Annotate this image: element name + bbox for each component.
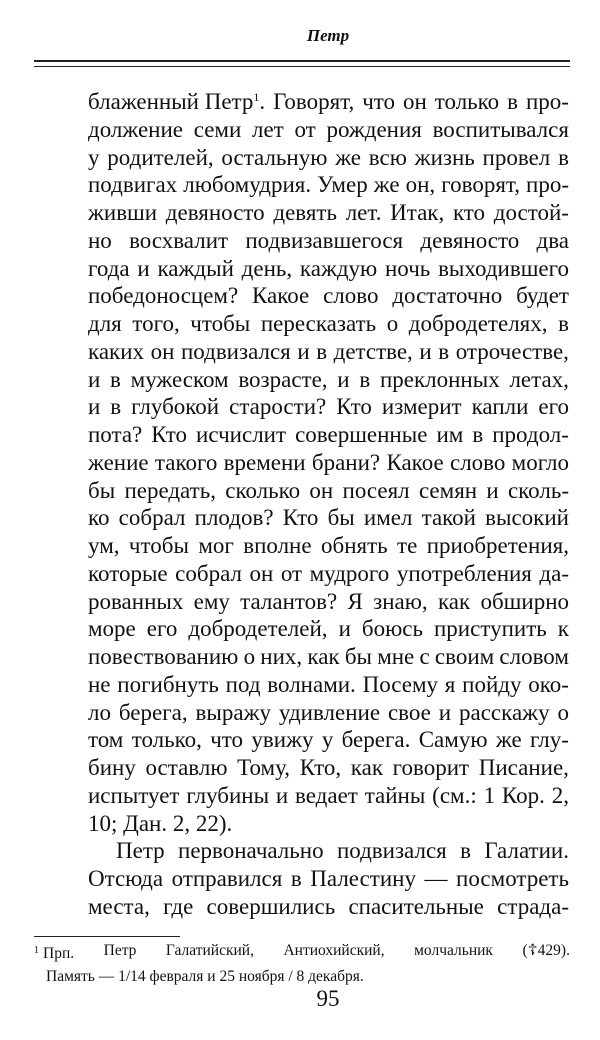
word: для bbox=[88, 311, 122, 336]
word: рованных bbox=[88, 588, 184, 614]
word: победоносцем? bbox=[88, 283, 239, 309]
word: (см.: bbox=[432, 782, 477, 808]
word: погибнуть bbox=[117, 671, 219, 697]
first-line-punct: . bbox=[259, 89, 266, 114]
word: достой- bbox=[493, 200, 569, 225]
word: Кор. bbox=[501, 782, 545, 808]
header-rule-thick bbox=[34, 60, 570, 62]
word: знаю, bbox=[373, 588, 428, 614]
word: брани? bbox=[311, 449, 381, 475]
text-line bbox=[88, 615, 569, 643]
word: мудрого bbox=[309, 560, 390, 586]
word: первоначально bbox=[178, 838, 324, 864]
word: словом bbox=[499, 644, 569, 669]
word: чтобы bbox=[128, 533, 189, 558]
word: которые bbox=[88, 560, 168, 586]
word: воспитывался bbox=[432, 116, 569, 142]
text-line bbox=[88, 837, 569, 865]
word: он bbox=[402, 89, 427, 114]
text-line bbox=[88, 865, 569, 893]
word: ведает bbox=[295, 782, 358, 808]
word: имел bbox=[363, 505, 413, 531]
word: собрал bbox=[118, 505, 186, 531]
word: как bbox=[437, 588, 471, 614]
word: у bbox=[88, 144, 100, 170]
word: оставлю bbox=[145, 755, 228, 780]
word: но bbox=[88, 227, 112, 253]
text-line bbox=[88, 310, 569, 338]
word: обнять bbox=[321, 533, 388, 558]
word: в bbox=[507, 89, 518, 114]
word: слово bbox=[449, 449, 506, 475]
first-line-before: блаженный Петр bbox=[88, 89, 254, 114]
word: Галатийский, bbox=[165, 942, 254, 959]
word: пойду bbox=[462, 671, 522, 697]
word: любомудрия. bbox=[183, 172, 312, 198]
word: и bbox=[88, 394, 101, 420]
word: подвизался bbox=[180, 338, 291, 364]
text-line bbox=[88, 477, 569, 505]
word: им bbox=[436, 422, 464, 447]
word: берега. bbox=[341, 727, 411, 753]
word: Какое bbox=[386, 449, 444, 475]
word: родителей, bbox=[107, 144, 214, 170]
word: времени bbox=[223, 449, 306, 475]
word: совершенные bbox=[295, 422, 428, 447]
word: исчислит bbox=[196, 422, 287, 447]
word: и bbox=[297, 338, 310, 364]
word: своим bbox=[434, 644, 495, 669]
word: страда- bbox=[497, 893, 569, 919]
word: добродетелей, bbox=[188, 616, 328, 642]
word: не bbox=[88, 671, 111, 697]
word: каких bbox=[88, 338, 145, 364]
word: остальную bbox=[221, 144, 328, 170]
word: Кто, bbox=[299, 755, 342, 780]
footnote bbox=[34, 936, 570, 988]
word: молчальник bbox=[414, 942, 493, 959]
word: девяносто bbox=[420, 227, 520, 253]
word: те bbox=[397, 533, 418, 558]
word: око- bbox=[528, 671, 569, 697]
word: (☦429). bbox=[522, 942, 570, 959]
word: живши bbox=[88, 200, 158, 225]
text-line bbox=[88, 338, 569, 366]
word: бы bbox=[327, 505, 355, 531]
word: такого bbox=[154, 449, 218, 475]
text-line bbox=[88, 255, 569, 283]
text-line bbox=[88, 199, 569, 227]
text-line bbox=[88, 560, 569, 588]
word: сколько bbox=[225, 477, 301, 503]
footnote-ref: 1 bbox=[253, 90, 260, 104]
word: о bbox=[386, 311, 399, 336]
word: отрочестве, bbox=[455, 338, 569, 364]
word: измерит bbox=[381, 394, 462, 420]
word: рождения bbox=[326, 116, 422, 142]
text-line: 10; Дан. 2, 22). bbox=[88, 810, 233, 836]
word: глу- bbox=[530, 727, 569, 753]
word: как bbox=[350, 755, 384, 780]
word: посмотреть bbox=[456, 866, 569, 891]
word: и bbox=[337, 366, 350, 392]
word: капли bbox=[471, 394, 529, 420]
word: пота? bbox=[88, 422, 143, 447]
word: подвизавшегося bbox=[245, 227, 404, 253]
word: и bbox=[137, 255, 150, 281]
word: подвигах bbox=[88, 172, 178, 198]
word: посеял bbox=[342, 477, 410, 503]
word: того, bbox=[132, 311, 180, 336]
word: добродетелях, bbox=[408, 311, 548, 336]
word: в bbox=[438, 338, 450, 364]
word: у bbox=[321, 727, 334, 753]
word: свое bbox=[387, 699, 431, 725]
text-line bbox=[88, 893, 569, 921]
word: кто bbox=[452, 200, 486, 225]
word: возрасте, bbox=[238, 366, 328, 392]
word: жизнь bbox=[414, 144, 475, 170]
first-line-start bbox=[88, 88, 265, 116]
word: лет bbox=[252, 116, 284, 142]
word: удивление bbox=[278, 699, 381, 725]
word: он, bbox=[405, 172, 436, 198]
word: и bbox=[486, 477, 499, 503]
word: том bbox=[88, 727, 124, 753]
word: в bbox=[460, 838, 471, 864]
word: места, bbox=[88, 893, 150, 919]
footnote-line-1 bbox=[34, 939, 570, 965]
word: Умер bbox=[317, 172, 368, 198]
word: два bbox=[536, 227, 569, 253]
word: он bbox=[309, 477, 334, 503]
word: под bbox=[225, 671, 261, 697]
word: 2, bbox=[551, 782, 569, 808]
word: только, bbox=[131, 727, 202, 753]
word: ум, bbox=[88, 533, 120, 558]
word: от bbox=[294, 116, 316, 142]
word: девяносто bbox=[165, 200, 265, 225]
word: и bbox=[338, 616, 351, 642]
word: ло bbox=[88, 699, 111, 725]
word: плодов? bbox=[194, 505, 274, 531]
word: бы bbox=[88, 477, 116, 503]
word: мне bbox=[377, 644, 415, 669]
word: и bbox=[438, 699, 452, 725]
text-line bbox=[88, 449, 569, 477]
text-line bbox=[88, 699, 569, 727]
text-line bbox=[88, 782, 569, 810]
word: море bbox=[88, 616, 136, 642]
word: выходившего bbox=[438, 255, 569, 281]
text-line bbox=[88, 227, 569, 255]
word: его bbox=[538, 394, 569, 420]
word: 1 bbox=[483, 782, 496, 808]
word: каждую bbox=[299, 255, 378, 281]
word: девять bbox=[273, 200, 337, 225]
word: сколь- bbox=[507, 477, 569, 503]
text-line bbox=[88, 144, 569, 172]
word: в bbox=[110, 394, 122, 420]
word: только bbox=[434, 89, 500, 114]
word: чтобы bbox=[190, 311, 251, 336]
word: о bbox=[243, 644, 256, 669]
word: к bbox=[557, 616, 569, 642]
word: Я bbox=[347, 588, 363, 614]
word: них, bbox=[260, 644, 303, 669]
word: в bbox=[558, 311, 569, 336]
word: в bbox=[359, 366, 371, 392]
word: расскажу bbox=[459, 699, 550, 725]
word: же bbox=[373, 172, 400, 198]
word: преклонных bbox=[379, 366, 500, 392]
word: восхвалит bbox=[129, 227, 229, 253]
word: он bbox=[249, 560, 274, 586]
word: Писание, bbox=[478, 755, 569, 780]
word: Кто bbox=[151, 422, 188, 447]
word: отправился bbox=[171, 866, 283, 891]
word: могло bbox=[511, 449, 569, 475]
word: года bbox=[88, 255, 130, 281]
word: Тому, bbox=[237, 755, 291, 780]
text-line bbox=[88, 671, 569, 699]
word: каждый bbox=[157, 255, 234, 281]
word: передать, bbox=[124, 477, 216, 503]
text-line bbox=[88, 504, 569, 532]
word: Посему bbox=[362, 671, 439, 697]
word: я bbox=[444, 671, 456, 697]
word: с bbox=[419, 644, 430, 669]
word: бы bbox=[344, 644, 372, 669]
word: где bbox=[163, 893, 194, 919]
text-line bbox=[88, 643, 569, 671]
word: совершились bbox=[206, 893, 336, 919]
page-number: 95 bbox=[316, 986, 340, 1011]
word: Итак, bbox=[390, 200, 445, 225]
text-line bbox=[88, 366, 569, 394]
word: летах, bbox=[509, 366, 569, 392]
word: бину bbox=[88, 755, 136, 780]
text-line bbox=[88, 754, 569, 782]
word: Какое bbox=[252, 283, 310, 309]
word: $^1$ Прп. bbox=[34, 945, 75, 962]
word: тайны bbox=[364, 782, 426, 808]
word: о bbox=[557, 699, 569, 725]
word: Говорят, bbox=[273, 89, 355, 114]
word: спасительные bbox=[348, 893, 484, 919]
word: ко bbox=[88, 505, 110, 531]
word: же bbox=[335, 144, 361, 170]
word: будет bbox=[516, 283, 569, 309]
word: собрал bbox=[175, 560, 242, 586]
word: талантов? bbox=[240, 588, 338, 614]
word: детстве, bbox=[333, 338, 413, 364]
word: и bbox=[419, 338, 432, 364]
word: такой bbox=[421, 505, 476, 531]
word: вполне bbox=[243, 533, 312, 558]
word: приступить bbox=[434, 616, 547, 642]
text-line bbox=[88, 282, 569, 310]
word: берега, bbox=[118, 699, 188, 725]
word: что bbox=[210, 727, 244, 753]
word: про- bbox=[526, 172, 569, 198]
word: испытует bbox=[88, 782, 180, 808]
word: мог bbox=[198, 533, 234, 558]
body-text bbox=[88, 88, 569, 921]
word: семян bbox=[418, 477, 478, 503]
header-rule-thin bbox=[34, 66, 570, 67]
word: должение bbox=[88, 116, 183, 142]
text-line bbox=[88, 726, 569, 754]
word: глубокой bbox=[131, 394, 220, 420]
word: повествованию bbox=[88, 644, 239, 669]
word: Кто bbox=[282, 505, 319, 531]
word: и bbox=[275, 782, 289, 808]
text-line bbox=[88, 88, 569, 116]
word: жение bbox=[88, 449, 149, 475]
word: Палестину bbox=[310, 866, 416, 891]
word: в bbox=[316, 338, 328, 364]
word: лет. bbox=[345, 200, 382, 225]
word: в bbox=[290, 866, 302, 891]
word: Галатии. bbox=[484, 838, 569, 864]
word: Отсюда bbox=[88, 866, 164, 891]
word: волнами. bbox=[267, 671, 356, 697]
word: подвизался bbox=[336, 838, 447, 864]
word: выражу bbox=[195, 699, 271, 725]
text-line bbox=[88, 116, 569, 144]
word: семи bbox=[193, 116, 242, 142]
word: Самую bbox=[418, 727, 488, 753]
word: от bbox=[280, 560, 303, 586]
footnote-mark: 1 bbox=[34, 945, 39, 956]
word: глубины bbox=[186, 782, 270, 808]
word: он bbox=[150, 338, 175, 364]
word: провел bbox=[482, 144, 551, 170]
word: ему bbox=[193, 588, 230, 614]
word: говорят, bbox=[441, 172, 520, 198]
word: в bbox=[558, 144, 569, 170]
word: продол- bbox=[492, 422, 569, 447]
word: употребления bbox=[396, 560, 532, 586]
word: говорит bbox=[392, 755, 470, 780]
footnote-line-2: Память — 1/14 февраля и 25 ноября / 8 декабря. bbox=[46, 968, 364, 985]
word: слово bbox=[323, 283, 379, 309]
word: и bbox=[88, 366, 101, 392]
text-line bbox=[88, 171, 569, 199]
text-line bbox=[88, 421, 569, 449]
word: как bbox=[307, 644, 340, 669]
word: в bbox=[472, 422, 484, 447]
word: — bbox=[424, 866, 448, 891]
word: достаточно bbox=[392, 283, 503, 309]
word: старости? bbox=[229, 394, 327, 420]
running-head-title: Петр bbox=[306, 26, 350, 45]
word: Петр bbox=[116, 838, 165, 864]
word: приобретения, bbox=[426, 533, 569, 558]
word: пересказать bbox=[260, 311, 377, 336]
word: да- bbox=[539, 560, 569, 586]
word: боюсь bbox=[361, 616, 423, 642]
word: увижу bbox=[251, 727, 314, 753]
word: его bbox=[146, 616, 178, 642]
text-line bbox=[88, 588, 569, 616]
word: высокий bbox=[485, 505, 569, 531]
text-line bbox=[88, 532, 569, 560]
word: про- bbox=[525, 89, 569, 114]
text-line bbox=[88, 393, 569, 421]
word: ночь bbox=[385, 255, 431, 281]
word: обширно bbox=[480, 588, 569, 614]
word: Петр bbox=[103, 942, 137, 959]
word: Кто bbox=[336, 394, 372, 420]
word: день, bbox=[241, 255, 293, 281]
word: в bbox=[110, 366, 121, 392]
word: же bbox=[495, 727, 522, 753]
word: что bbox=[362, 89, 396, 114]
word: всю bbox=[368, 144, 407, 170]
word: мужеском bbox=[130, 366, 229, 392]
word: Антиохийский, bbox=[283, 942, 385, 959]
